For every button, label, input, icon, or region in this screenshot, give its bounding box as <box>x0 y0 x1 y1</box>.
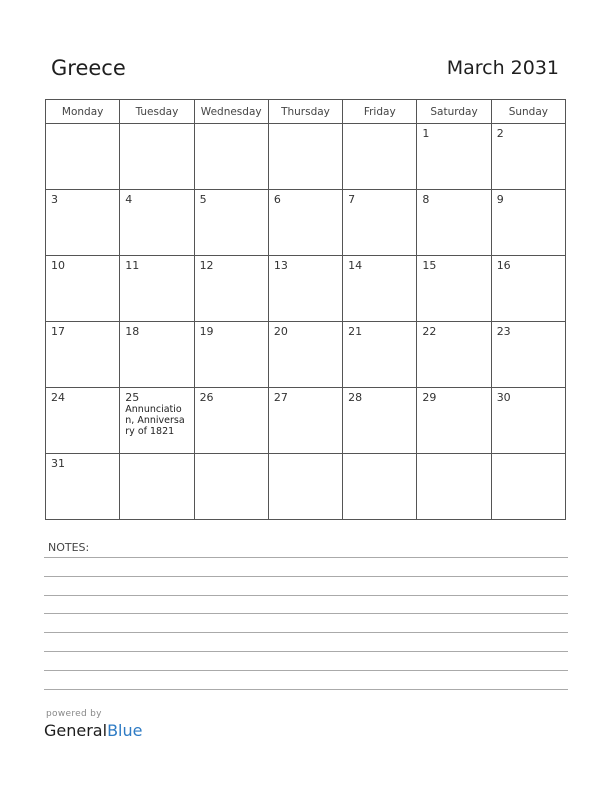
day-number: 5 <box>199 193 207 206</box>
day-number: 25 <box>125 391 140 404</box>
day-cell <box>417 190 491 256</box>
day-number: 17 <box>51 325 65 338</box>
day-cell <box>343 124 417 190</box>
weekday-header: Tuesday <box>120 100 194 124</box>
day-cell <box>46 322 120 388</box>
week-row <box>46 322 566 388</box>
weekday-header: Monday <box>46 100 120 124</box>
week-row <box>46 454 566 520</box>
day-cell <box>417 256 491 322</box>
day-number: 14 <box>348 259 363 272</box>
weekday-header: Thursday <box>268 100 342 124</box>
day-number: 29 <box>422 391 437 404</box>
day-number: 10 <box>51 259 65 272</box>
day-number: 24 <box>51 391 65 404</box>
day-cell <box>120 454 194 520</box>
week-row <box>46 124 566 190</box>
weekday-header-row <box>46 100 566 124</box>
week-row <box>46 256 566 322</box>
day-number: 18 <box>125 325 140 338</box>
day-number: 6 <box>273 193 281 206</box>
day-cell <box>417 322 491 388</box>
note-line <box>44 651 568 652</box>
day-cell <box>194 256 268 322</box>
day-cell <box>194 124 268 190</box>
day-number: 2 <box>496 127 504 140</box>
day-cell <box>343 190 417 256</box>
day-cell <box>343 454 417 520</box>
day-cell <box>268 124 342 190</box>
week-row <box>46 190 566 256</box>
country-title: Greece <box>51 56 126 80</box>
day-cell <box>491 388 565 454</box>
day-number: 23 <box>496 325 511 338</box>
day-number: 20 <box>273 325 288 338</box>
weekday-header: Friday <box>343 100 417 124</box>
note-line <box>44 670 568 671</box>
day-cell <box>120 322 194 388</box>
day-cell <box>343 322 417 388</box>
day-cell <box>417 388 491 454</box>
day-cell <box>120 190 194 256</box>
day-cell <box>343 256 417 322</box>
note-line <box>44 557 568 558</box>
day-number: 19 <box>199 325 214 338</box>
holiday-label: Annunciation, Anniversary of 1821 <box>125 404 185 437</box>
brand-logo <box>44 721 142 740</box>
brand-blue-text: Blue <box>107 721 143 740</box>
day-number: 11 <box>125 259 140 272</box>
day-cell <box>194 454 268 520</box>
day-number: 7 <box>348 193 356 206</box>
day-cell <box>46 388 120 454</box>
day-cell <box>491 124 565 190</box>
day-number: 13 <box>273 259 288 272</box>
day-cell <box>120 256 194 322</box>
day-number: 26 <box>199 391 214 404</box>
day-cell <box>268 454 342 520</box>
day-cell <box>268 322 342 388</box>
day-number: 27 <box>273 391 288 404</box>
day-number: 31 <box>51 457 65 470</box>
day-cell <box>46 256 120 322</box>
day-number: 1 <box>422 127 430 140</box>
day-cell <box>268 256 342 322</box>
day-number: 21 <box>348 325 363 338</box>
week-row <box>46 388 566 454</box>
day-number: 3 <box>51 193 58 206</box>
day-number: 4 <box>125 193 133 206</box>
day-number: 22 <box>422 325 437 338</box>
day-cell <box>417 454 491 520</box>
day-cell <box>491 256 565 322</box>
calendar-grid <box>45 99 566 520</box>
weekday-header: Sunday <box>491 100 565 124</box>
day-cell <box>417 124 491 190</box>
day-cell <box>343 388 417 454</box>
day-cell <box>268 190 342 256</box>
note-line <box>44 595 568 596</box>
day-cell <box>46 454 120 520</box>
day-cell <box>194 388 268 454</box>
day-cell <box>491 454 565 520</box>
day-number: 15 <box>422 259 437 272</box>
weekday-header: Wednesday <box>194 100 268 124</box>
day-cell <box>46 190 120 256</box>
month-title: March 2031 <box>446 57 559 79</box>
note-line <box>44 632 568 633</box>
notes-label: NOTES: <box>48 541 90 554</box>
note-line <box>44 613 568 614</box>
day-number: 30 <box>496 391 511 404</box>
day-cell <box>194 322 268 388</box>
day-cell <box>268 388 342 454</box>
weekday-header: Saturday <box>417 100 491 124</box>
day-cell <box>120 124 194 190</box>
day-number: 9 <box>496 193 504 206</box>
day-number: 28 <box>348 391 363 404</box>
day-cell <box>491 322 565 388</box>
note-line <box>44 689 568 690</box>
day-cell <box>491 190 565 256</box>
day-number: 16 <box>496 259 511 272</box>
day-number: 12 <box>199 259 214 272</box>
day-cell <box>194 190 268 256</box>
note-line <box>44 576 568 577</box>
day-cell <box>46 124 120 190</box>
powered-by-label: powered by <box>46 709 102 719</box>
day-cell-holiday <box>120 388 194 454</box>
brand-general-text: General <box>44 721 108 740</box>
day-number: 8 <box>422 193 430 206</box>
